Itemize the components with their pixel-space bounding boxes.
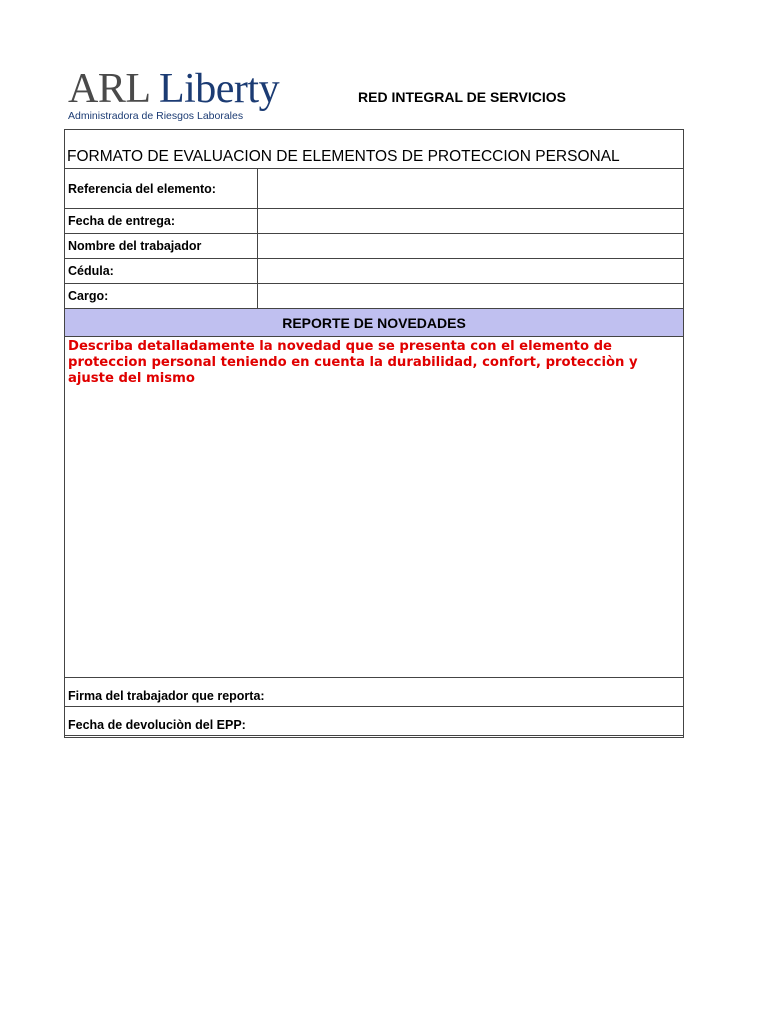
- field-row-referencia: [65, 169, 683, 209]
- field-label-cargo: Cargo:: [65, 284, 258, 308]
- field-value-fecha-entrega[interactable]: [258, 209, 683, 233]
- field-label-referencia: Referencia del elemento:: [65, 169, 258, 208]
- field-label-fecha-entrega: Fecha de entrega:: [65, 209, 258, 233]
- field-value-cargo[interactable]: [258, 284, 683, 308]
- field-label-nombre: Nombre del trabajador: [65, 234, 258, 258]
- novedades-instructions: Describa detalladamente la novedad que se presenta con el elemento de proteccion personal teniendo en cuenta la durabilidad, confort, protecciòn y ajuste del mismo: [68, 339, 638, 386]
- field-row-fecha-entrega: [65, 209, 683, 234]
- logo-prefix: ARL: [68, 66, 149, 112]
- signature-row: Firma del trabajador que reporta:: [65, 678, 683, 707]
- form-bottom-border: [65, 736, 683, 738]
- evaluation-form: [64, 129, 684, 738]
- logo-brand-name: Liberty: [158, 66, 280, 112]
- novedades-description-area[interactable]: [65, 337, 683, 678]
- form-title: FORMATO DE EVALUACION DE ELEMENTOS DE PROTECCION PERSONAL: [65, 130, 683, 169]
- header-title: RED INTEGRAL DE SERVICIOS: [358, 89, 566, 105]
- field-label-cedula: Cédula:: [65, 259, 258, 283]
- field-row-nombre: [65, 234, 683, 259]
- arl-liberty-logo: [68, 66, 280, 122]
- field-value-cedula[interactable]: [258, 259, 683, 283]
- field-row-cargo: [65, 284, 683, 309]
- field-row-cedula: [65, 259, 683, 284]
- field-value-referencia[interactable]: [258, 169, 683, 208]
- logo-wordmark: [68, 66, 280, 112]
- logo-tagline: Administradora de Riesgos Laborales: [68, 110, 244, 122]
- section-header-novedades: REPORTE DE NOVEDADES: [65, 309, 683, 337]
- return-date-row: Fecha de devoluciòn del EPP:: [65, 707, 683, 736]
- field-value-nombre[interactable]: [258, 234, 683, 258]
